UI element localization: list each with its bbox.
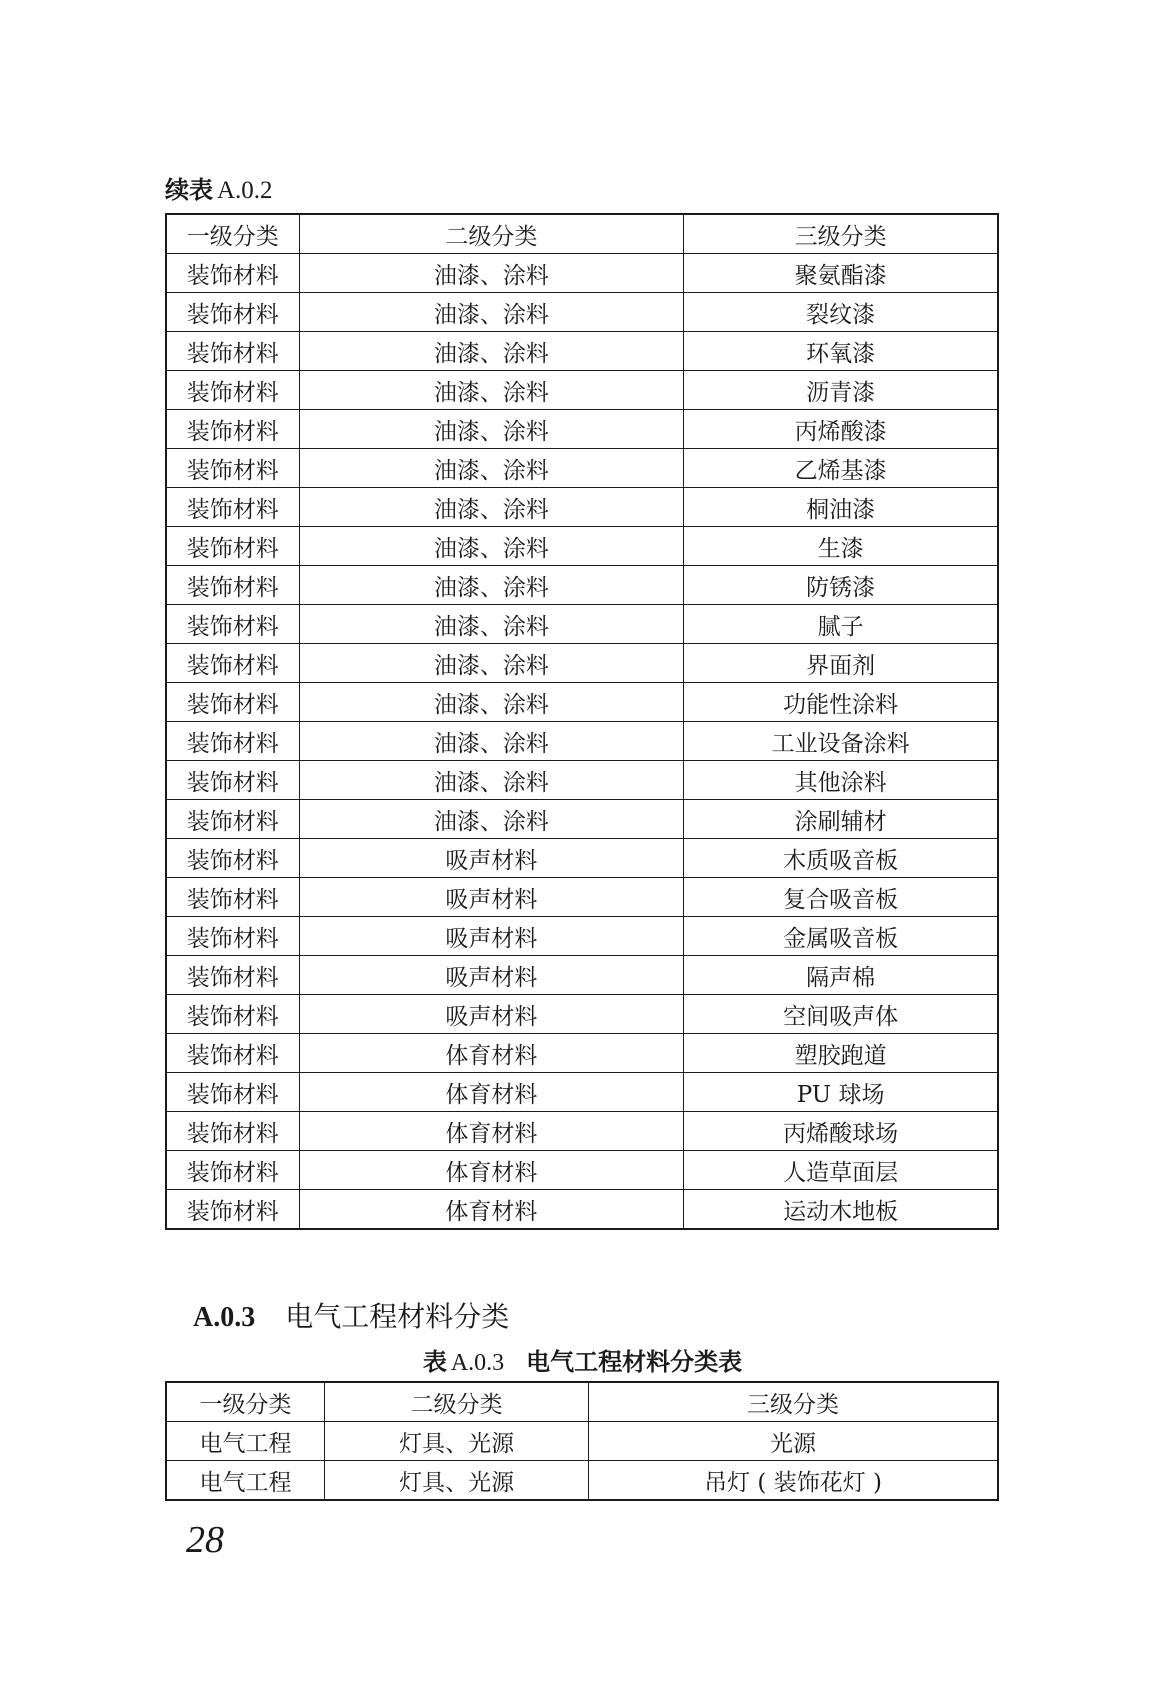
table-cell-level1: 装饰材料 (166, 1034, 299, 1073)
section-heading (193, 1295, 509, 1335)
table-cell-level1: 装饰材料 (166, 1151, 299, 1190)
table-row (166, 761, 998, 800)
table-cell-level2: 吸声材料 (299, 839, 684, 878)
caption-number: A.0.3 (450, 1350, 505, 1376)
table-row (166, 644, 998, 683)
table-cell-level1: 装饰材料 (166, 449, 299, 488)
table-cell-level2: 油漆、涂料 (299, 371, 684, 410)
table-row (166, 878, 998, 917)
table-cell-level1: 装饰材料 (166, 644, 299, 683)
table-cell-level2: 油漆、涂料 (299, 332, 684, 371)
table-cell-level2: 油漆、涂料 (299, 449, 684, 488)
table-cell-level1: 装饰材料 (166, 683, 299, 722)
table-cell-level2: 油漆、涂料 (299, 683, 684, 722)
table-cell-level2: 油漆、涂料 (299, 527, 684, 566)
table-row (166, 332, 998, 371)
table-cell-level1: 装饰材料 (166, 566, 299, 605)
table-cell-level2: 体育材料 (299, 1112, 684, 1151)
header-level1: 一级分类 (166, 214, 299, 254)
table-cell-level1: 电气工程 (166, 1461, 325, 1501)
table-cell-level3: 运动木地板 (684, 1190, 998, 1230)
table-cell-level3: 环氧漆 (684, 332, 998, 371)
table-cell-level2: 油漆、涂料 (299, 722, 684, 761)
table-cell-level1: 装饰材料 (166, 995, 299, 1034)
table-cell-level3: 空间吸声体 (684, 995, 998, 1034)
table-cell-level3: 人造草面层 (684, 1151, 998, 1190)
table-cell-level3: 涂刷辅材 (684, 800, 998, 839)
header-level3: 三级分类 (684, 214, 998, 254)
caption-prefix: 表 (422, 1348, 447, 1376)
table-cell-level1: 装饰材料 (166, 878, 299, 917)
table-cell-level1: 装饰材料 (166, 761, 299, 800)
table-cell-level2: 油漆、涂料 (299, 800, 684, 839)
header-level2: 二级分类 (325, 1382, 589, 1422)
table-cell-level3: 塑胶跑道 (684, 1034, 998, 1073)
table-cell-level2: 油漆、涂料 (299, 605, 684, 644)
table-cell-level3: 裂纹漆 (684, 293, 998, 332)
table-cell-level1: 装饰材料 (166, 371, 299, 410)
table-cell-level2: 油漆、涂料 (299, 644, 684, 683)
table-cell-level1: 装饰材料 (166, 1112, 299, 1151)
table-cell-level3: 木质吸音板 (684, 839, 998, 878)
table-cell-level3: 隔声棉 (684, 956, 998, 995)
table-cell-level1: 装饰材料 (166, 956, 299, 995)
table-cell-level3: 沥青漆 (684, 371, 998, 410)
table-cell-level2: 吸声材料 (299, 917, 684, 956)
table-row (166, 956, 998, 995)
table-row (166, 1073, 998, 1112)
table-cell-level2: 灯具、光源 (325, 1461, 589, 1501)
table-cell-level1: 装饰材料 (166, 839, 299, 878)
table-cell-level3: 聚氨酯漆 (684, 254, 998, 293)
electrical-material-classification-table (165, 1381, 999, 1501)
table-cell-level3: 功能性涂料 (684, 683, 998, 722)
table-row (166, 1422, 998, 1461)
table-cell-level2: 油漆、涂料 (299, 566, 684, 605)
table-row (166, 800, 998, 839)
table-cell-level2: 油漆、涂料 (299, 488, 684, 527)
table-cell-level3: 生漆 (684, 527, 998, 566)
table-row (166, 1461, 998, 1501)
table-cell-level1: 装饰材料 (166, 293, 299, 332)
table-row (166, 293, 998, 332)
table-cell-level1: 装饰材料 (166, 488, 299, 527)
table-cell-level2: 吸声材料 (299, 878, 684, 917)
table-row (166, 839, 998, 878)
table-cell-level2: 油漆、涂料 (299, 410, 684, 449)
table-cell-level2: 体育材料 (299, 1073, 684, 1112)
table-body (166, 1422, 998, 1501)
table-row (166, 254, 998, 293)
table-cell-level1: 装饰材料 (166, 332, 299, 371)
table-cell-level2: 油漆、涂料 (299, 293, 684, 332)
table-cell-level1: 装饰材料 (166, 527, 299, 566)
table-header-row (166, 1382, 998, 1422)
table-cell-level1: 装饰材料 (166, 1073, 299, 1112)
header-level2: 二级分类 (299, 214, 684, 254)
table-row (166, 410, 998, 449)
table-cell-level3: 复合吸音板 (684, 878, 998, 917)
table-cell-level3: PU 球场 (684, 1073, 998, 1112)
section-title: 电气工程材料分类 (285, 1300, 510, 1333)
table-cell-level3: 工业设备涂料 (684, 722, 998, 761)
table-cell-level3: 丙烯酸漆 (684, 410, 998, 449)
table-cell-level3: 界面剂 (684, 644, 998, 683)
table-row (166, 605, 998, 644)
table-cell-level3: 吊灯 ( 装饰花灯 ) (589, 1461, 998, 1501)
table-row (166, 1034, 998, 1073)
table-cell-level2: 吸声材料 (299, 995, 684, 1034)
header-level1: 一级分类 (166, 1382, 325, 1422)
table-cell-level1: 装饰材料 (166, 722, 299, 761)
section-number: A.0.3 (193, 1302, 256, 1333)
table-cell-level2: 油漆、涂料 (299, 761, 684, 800)
header-level3: 三级分类 (589, 1382, 998, 1422)
table-cell-level1: 装饰材料 (166, 800, 299, 839)
table-cell-level3: 其他涂料 (684, 761, 998, 800)
table-row (166, 371, 998, 410)
continued-table-title (165, 170, 273, 205)
table-row (166, 488, 998, 527)
table-row (166, 566, 998, 605)
table-cell-level2: 吸声材料 (299, 956, 684, 995)
table-caption (0, 1342, 1165, 1377)
table-cell-level1: 电气工程 (166, 1422, 325, 1461)
table-cell-level2: 体育材料 (299, 1190, 684, 1230)
table-row (166, 683, 998, 722)
table-body (166, 254, 998, 1230)
table-row (166, 995, 998, 1034)
table-cell-level1: 装饰材料 (166, 1190, 299, 1230)
table-cell-level2: 灯具、光源 (325, 1422, 589, 1461)
table-cell-level2: 体育材料 (299, 1151, 684, 1190)
table-cell-level3: 防锈漆 (684, 566, 998, 605)
table-cell-level3: 金属吸音板 (684, 917, 998, 956)
table-row (166, 1112, 998, 1151)
table-cell-level1: 装饰材料 (166, 254, 299, 293)
table-cell-level3: 腻子 (684, 605, 998, 644)
continued-table-number: A.0.2 (217, 177, 273, 204)
table-row (166, 917, 998, 956)
table-cell-level3: 乙烯基漆 (684, 449, 998, 488)
material-classification-table-continued (165, 213, 999, 1230)
table-cell-level3: 光源 (589, 1422, 998, 1461)
caption-title: 电气工程材料分类表 (526, 1348, 743, 1376)
table-row (166, 527, 998, 566)
table-row (166, 722, 998, 761)
table-row (166, 1190, 998, 1230)
table-cell-level1: 装饰材料 (166, 605, 299, 644)
table-cell-level2: 油漆、涂料 (299, 254, 684, 293)
table-cell-level1: 装饰材料 (166, 410, 299, 449)
continued-table-prefix: 续表 (165, 176, 213, 204)
table-cell-level3: 桐油漆 (684, 488, 998, 527)
table-cell-level1: 装饰材料 (166, 917, 299, 956)
table-row (166, 1151, 998, 1190)
page-number: 28 (186, 1519, 224, 1561)
table-cell-level2: 体育材料 (299, 1034, 684, 1073)
table-row (166, 449, 998, 488)
table-header-row (166, 214, 998, 254)
table-cell-level3: 丙烯酸球场 (684, 1112, 998, 1151)
